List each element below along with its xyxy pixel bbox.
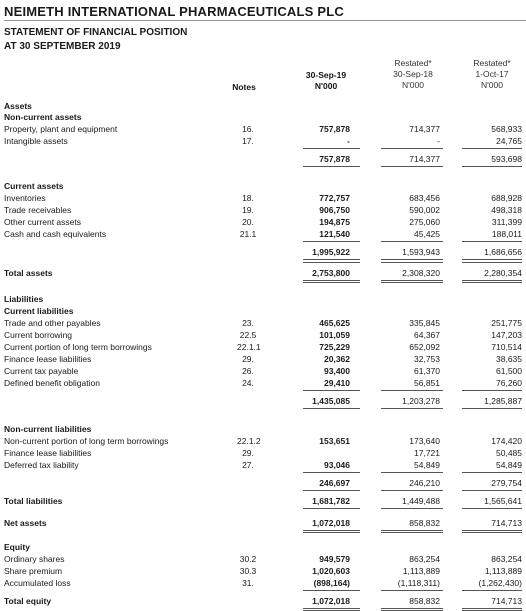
subtotal-rule — [303, 590, 360, 591]
value-2017: 50,485 — [496, 448, 522, 458]
subtotal-rule — [462, 408, 522, 409]
value-2018: 863,254 — [409, 554, 440, 564]
value-2018: 590,002 — [409, 205, 440, 215]
value-2018: - — [437, 136, 440, 146]
table-row — [4, 518, 526, 529]
row-note: 27. — [242, 460, 254, 470]
row-label: Other current assets — [4, 217, 82, 227]
value-2018: 173,640 — [409, 436, 440, 446]
subtotal-rule — [381, 166, 443, 167]
column-header-2018 — [383, 58, 443, 91]
row-note: 16. — [242, 124, 254, 134]
table-row — [4, 330, 526, 341]
value-2019: 1,072,018 — [312, 596, 350, 606]
value-2017: 568,933 — [491, 124, 522, 134]
value-2019: 101,059 — [319, 330, 350, 340]
table-row — [4, 396, 526, 407]
table-row — [4, 554, 526, 565]
subtotal-rule — [462, 390, 522, 391]
table-row — [4, 205, 526, 216]
total-double-rule — [462, 530, 522, 533]
row-label: Non-current assets — [4, 112, 82, 122]
value-2019: 949,579 — [319, 554, 350, 564]
value-2019: 153,651 — [319, 436, 350, 446]
column-header-notes: Notes — [232, 82, 256, 92]
row-label: Trade and other payables — [4, 318, 101, 328]
table-row — [4, 578, 526, 589]
value-2018: 652,092 — [409, 342, 440, 352]
value-2017: 1,565,641 — [484, 496, 522, 506]
column-header-2018-date: 30-Sep-18 — [393, 69, 433, 79]
value-2018: 714,377 — [409, 154, 440, 164]
row-note: 21.1 — [239, 229, 257, 239]
column-header-2017-restated: Restated* — [473, 58, 511, 68]
table-row — [4, 181, 526, 192]
subtotal-rule — [381, 241, 443, 242]
value-2019: 20,362 — [324, 354, 350, 364]
value-2017: 251,775 — [491, 318, 522, 328]
row-label: Deferred tax liability — [4, 460, 79, 470]
row-note: 26. — [242, 366, 254, 376]
value-2018: 17,721 — [414, 448, 440, 458]
table-row — [4, 378, 526, 389]
row-label: Current liabilities — [4, 306, 74, 316]
row-label: Current portion of long term borrowings — [4, 342, 152, 352]
value-2018: 858,832 — [409, 518, 440, 528]
row-label: Current tax payable — [4, 366, 79, 376]
table-row — [4, 306, 526, 317]
value-2017: 76,260 — [496, 378, 522, 388]
table-row — [4, 496, 526, 507]
subtotal-rule — [303, 148, 360, 149]
value-2019: 93,400 — [324, 366, 350, 376]
subtotal-rule — [303, 166, 360, 167]
subtotal-rule — [381, 590, 443, 591]
row-label: Trade receivables — [4, 205, 72, 215]
statement-title — [4, 26, 187, 54]
column-header-2017 — [462, 58, 522, 91]
table-row — [4, 136, 526, 147]
table-row — [4, 229, 526, 240]
value-2017: 593,698 — [491, 154, 522, 164]
row-note: 22.5 — [239, 330, 257, 340]
value-2018: 64,367 — [414, 330, 440, 340]
subtotal-rule — [462, 472, 522, 473]
row-label: Non-current liabilities — [4, 424, 92, 434]
value-2017: 147,203 — [491, 330, 522, 340]
table-row — [4, 478, 526, 489]
row-label: Net assets — [4, 518, 47, 528]
table-row — [4, 318, 526, 329]
value-2018: (1,118,311) — [397, 578, 440, 588]
total-double-rule — [462, 280, 522, 283]
value-2017: 498,318 — [491, 205, 522, 215]
row-label: Defined benefit obligation — [4, 378, 100, 388]
value-2018: 858,832 — [409, 596, 440, 606]
value-2017: 174,420 — [491, 436, 522, 446]
column-header-2019 — [298, 70, 354, 92]
subtotal-rule — [462, 490, 522, 491]
column-header-2017-date: 1-Oct-17 — [475, 69, 509, 79]
total-double-rule — [303, 280, 360, 283]
subtotal-rule — [381, 472, 443, 473]
row-label: Assets — [4, 101, 32, 111]
row-label: Total assets — [4, 268, 53, 278]
row-label: Current assets — [4, 181, 64, 191]
table-row — [4, 354, 526, 365]
subtotal-rule — [303, 259, 360, 260]
subtotal-rule — [462, 262, 522, 263]
value-2019: 1,072,018 — [312, 518, 350, 528]
table-row — [4, 366, 526, 377]
row-note: 29. — [242, 354, 254, 364]
value-2019: 93,046 — [324, 460, 350, 470]
subtotal-rule — [462, 259, 522, 260]
value-2018: 1,203,278 — [402, 396, 440, 406]
value-2018: 275,060 — [409, 217, 440, 227]
total-double-rule — [303, 530, 360, 533]
value-2019: 465,625 — [319, 318, 350, 328]
value-2018: 1,113,889 — [402, 566, 440, 576]
row-label: Accumulated loss — [4, 578, 71, 588]
row-label: Inventories — [4, 193, 46, 203]
value-2017: 1,686,656 — [484, 247, 522, 257]
subtotal-rule — [303, 390, 360, 391]
table-row — [4, 294, 526, 305]
table-row — [4, 112, 526, 123]
value-2019: 121,540 — [319, 229, 350, 239]
table-row — [4, 342, 526, 353]
row-label: Cash and cash equivalents — [4, 229, 107, 239]
value-2018: 61,370 — [414, 366, 440, 376]
row-label: Intangible assets — [4, 136, 68, 146]
value-2019: (898,164) — [313, 578, 350, 588]
subtotal-rule — [303, 472, 360, 473]
value-2018: 1,593,943 — [402, 247, 440, 257]
value-2018: 45,425 — [414, 229, 440, 239]
value-2018: 246,210 — [409, 478, 440, 488]
row-label: Liabilities — [4, 294, 44, 304]
subtotal-rule — [381, 390, 443, 391]
subtotal-rule — [462, 166, 522, 167]
subtotal-rule — [381, 262, 443, 263]
column-header-2017-unit: N'000 — [481, 80, 503, 90]
value-2018: 335,845 — [409, 318, 440, 328]
row-note: 19. — [242, 205, 254, 215]
value-2017: 54,849 — [496, 460, 522, 470]
value-2019: 1,681,782 — [312, 496, 350, 506]
row-label: Ordinary shares — [4, 554, 65, 564]
total-double-rule — [381, 280, 443, 283]
subtotal-rule — [381, 259, 443, 260]
value-2018: 1,449,488 — [402, 496, 440, 506]
statement-date: AT 30 SEPTEMBER 2019 — [4, 41, 121, 52]
value-2017: 2,280,354 — [484, 268, 522, 278]
table-row — [4, 124, 526, 135]
table-row — [4, 566, 526, 577]
subtotal-rule — [381, 490, 443, 491]
table-row — [4, 448, 526, 459]
value-2019: 1,435,085 — [312, 396, 350, 406]
table-row — [4, 154, 526, 165]
value-2018: 32,753 — [414, 354, 440, 364]
value-2017: 714,713 — [491, 596, 522, 606]
subtotal-rule — [303, 408, 360, 409]
table-row — [4, 436, 526, 447]
table-row — [4, 247, 526, 258]
value-2019: 2,753,800 — [312, 268, 350, 278]
column-header-2019-date: 30-Sep-19 — [305, 70, 347, 80]
row-label: Finance lease liabilities — [4, 354, 92, 364]
value-2017: 61,500 — [496, 366, 522, 376]
total-double-rule — [381, 530, 443, 533]
value-2019: 1,995,922 — [312, 247, 350, 257]
column-header-2019-unit: N'000 — [314, 81, 338, 91]
table-row — [4, 101, 526, 112]
subtotal-rule — [462, 241, 522, 242]
row-note: 31. — [242, 578, 254, 588]
table-row — [4, 596, 526, 607]
value-2017: 863,254 — [491, 554, 522, 564]
row-note: 17. — [242, 136, 254, 146]
subtotal-rule — [462, 590, 522, 591]
value-2018: 2,308,320 — [402, 268, 440, 278]
value-2019: 29,410 — [324, 378, 350, 388]
title-underline — [4, 20, 526, 21]
value-2019: 725,229 — [319, 342, 350, 352]
row-note: 29. — [242, 448, 254, 458]
value-2017: 688,928 — [491, 193, 522, 203]
row-note: 22.1.2 — [237, 436, 261, 446]
value-2019: 1,020,603 — [312, 566, 350, 576]
subtotal-rule — [381, 508, 443, 509]
row-note: 30.2 — [239, 554, 257, 564]
row-note: 30.3 — [239, 566, 257, 576]
value-2017: 311,399 — [491, 217, 522, 227]
row-label: Current borrowing — [4, 330, 73, 340]
row-label: Property, plant and equipment — [4, 124, 118, 134]
table-row — [4, 460, 526, 471]
subtotal-rule — [303, 490, 360, 491]
value-2019: 757,878 — [319, 124, 350, 134]
subtotal-rule — [462, 508, 522, 509]
value-2017: 710,514 — [491, 342, 522, 352]
row-note: 20. — [242, 217, 254, 227]
row-note: 22.1.1 — [237, 342, 261, 352]
row-label: Finance lease liabilities — [4, 448, 92, 458]
table-row — [4, 542, 526, 553]
subtotal-rule — [303, 241, 360, 242]
statement-name: STATEMENT OF FINANCIAL POSITION — [4, 27, 188, 38]
row-label: Share premium — [4, 566, 63, 576]
value-2017: 24,765 — [496, 136, 522, 146]
row-note: 24. — [242, 378, 254, 388]
table-row — [4, 424, 526, 435]
subtotal-rule — [303, 262, 360, 263]
value-2017: 188,011 — [491, 229, 522, 239]
value-2017: 279,754 — [491, 478, 522, 488]
row-label: Total liabilities — [4, 496, 63, 506]
value-2019: 757,878 — [319, 154, 350, 164]
row-note: 23. — [242, 318, 254, 328]
row-label: Equity — [4, 542, 30, 552]
value-2017: 714,713 — [491, 518, 522, 528]
value-2017: 1,113,889 — [484, 566, 522, 576]
value-2019: 906,750 — [319, 205, 350, 215]
subtotal-rule — [462, 148, 522, 149]
company-name: NEIMETH INTERNATIONAL PHARMACEUTICALS PLC — [4, 4, 344, 19]
value-2017: 38,635 — [496, 354, 522, 364]
value-2017: (1,262,430) — [478, 578, 522, 588]
subtotal-rule — [381, 408, 443, 409]
value-2019: 246,697 — [319, 478, 350, 488]
value-2018: 714,377 — [409, 124, 440, 134]
row-note: 18. — [242, 193, 254, 203]
value-2019: - — [347, 136, 350, 146]
row-label: Non-current portion of long term borrowings — [4, 436, 169, 446]
column-header-2018-unit: N'000 — [402, 80, 424, 90]
value-2018: 683,456 — [409, 193, 440, 203]
value-2019: 772,757 — [319, 193, 350, 203]
value-2018: 56,851 — [414, 378, 440, 388]
value-2019: 194,875 — [319, 217, 350, 227]
table-row — [4, 268, 526, 279]
value-2017: 1,285,887 — [484, 396, 522, 406]
column-header-2018-restated: Restated* — [394, 58, 432, 68]
value-2018: 54,849 — [414, 460, 440, 470]
subtotal-rule — [303, 508, 360, 509]
row-label: Total equity — [4, 596, 52, 606]
subtotal-rule — [381, 148, 443, 149]
table-row — [4, 193, 526, 204]
table-row — [4, 217, 526, 228]
